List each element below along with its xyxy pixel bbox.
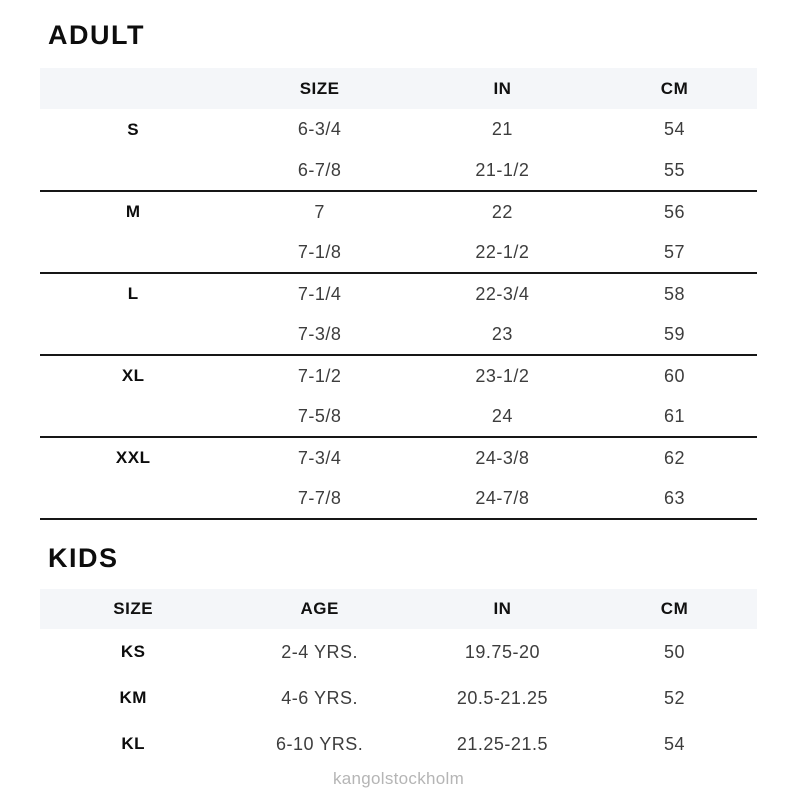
kids-col-in: IN xyxy=(413,589,592,629)
hat-size-cell: 7 xyxy=(314,201,325,222)
site-watermark: kangolstockholm xyxy=(332,769,465,789)
hat-size-cell: 7-3/4 xyxy=(297,447,342,468)
table-row xyxy=(40,675,757,721)
cm-cell: 54 xyxy=(664,119,686,140)
kids-size-table xyxy=(40,589,757,767)
inches-cell: 24-7/8 xyxy=(413,478,592,519)
inches-cell: 21 xyxy=(491,119,513,140)
adult-col-in: IN xyxy=(413,68,592,109)
table-row xyxy=(40,355,757,396)
size-label-cell xyxy=(40,232,226,273)
inches-cell: 21-1/2 xyxy=(413,150,592,191)
cm-cell: 62 xyxy=(664,447,686,468)
cm-cell: 61 xyxy=(592,396,757,437)
inches-cell: 20.5-21.25 xyxy=(456,687,548,708)
inches-cell: 21.25-21.5 xyxy=(456,733,548,754)
table-row xyxy=(40,437,757,478)
hat-size-cell: 7-5/8 xyxy=(226,396,412,437)
cm-cell: 63 xyxy=(592,478,757,519)
kids-col-age: AGE xyxy=(226,589,412,629)
inches-cell: 19.75-20 xyxy=(464,641,540,662)
cm-cell: 60 xyxy=(664,365,686,386)
inches-cell: 22 xyxy=(491,201,513,222)
size-label-cell: L xyxy=(127,284,139,304)
size-label-cell: XL xyxy=(121,366,145,386)
hat-size-cell: 7-3/8 xyxy=(226,314,412,355)
table-row xyxy=(40,629,757,675)
cm-cell: 57 xyxy=(592,232,757,273)
kids-col-size: SIZE xyxy=(40,589,226,629)
adult-section-title: ADULT xyxy=(48,20,145,50)
size-label-cell: KL xyxy=(121,734,146,754)
kids-section-title: KIDS xyxy=(48,543,119,574)
kids-header-row xyxy=(40,589,757,629)
adult-header-row xyxy=(40,68,757,109)
table-row xyxy=(40,273,757,314)
adult-col-blank xyxy=(40,68,226,109)
adult-col-size: SIZE xyxy=(226,68,412,109)
table-row xyxy=(40,396,757,437)
table-row xyxy=(40,109,757,150)
table-row xyxy=(40,721,757,767)
table-row xyxy=(40,314,757,355)
age-cell: 2-4 YRS. xyxy=(281,641,358,662)
size-label-cell: XXL xyxy=(115,448,151,468)
inches-cell: 24-3/8 xyxy=(475,447,530,468)
hat-size-cell: 6-3/4 xyxy=(297,119,342,140)
cm-cell: 54 xyxy=(664,733,686,754)
hat-size-cell: 7-1/4 xyxy=(297,283,342,304)
table-row xyxy=(40,191,757,232)
kids-col-cm: CM xyxy=(592,589,757,629)
adult-size-table xyxy=(40,68,757,520)
inches-cell: 23-1/2 xyxy=(475,365,530,386)
age-cell: 6-10 YRS. xyxy=(276,733,364,754)
size-label-cell: KM xyxy=(119,688,147,708)
size-label-cell xyxy=(40,150,226,191)
table-row xyxy=(40,150,757,191)
cm-cell: 52 xyxy=(664,687,686,708)
cm-cell: 59 xyxy=(592,314,757,355)
table-row xyxy=(40,478,757,519)
cm-cell: 55 xyxy=(592,150,757,191)
size-label-cell xyxy=(40,396,226,437)
inches-cell: 22-1/2 xyxy=(413,232,592,273)
inches-cell: 24 xyxy=(413,396,592,437)
size-label-cell xyxy=(40,478,226,519)
size-label-cell: M xyxy=(125,202,141,222)
cm-cell: 58 xyxy=(664,283,686,304)
adult-col-cm: CM xyxy=(592,68,757,109)
hat-size-cell: 7-7/8 xyxy=(226,478,412,519)
inches-cell: 22-3/4 xyxy=(475,283,530,304)
cm-cell: 50 xyxy=(664,641,686,662)
table-row xyxy=(40,232,757,273)
size-label-cell: S xyxy=(127,119,140,139)
inches-cell: 23 xyxy=(413,314,592,355)
cm-cell: 56 xyxy=(664,201,686,222)
hat-size-cell: 7-1/8 xyxy=(226,232,412,273)
hat-size-cell: 7-1/2 xyxy=(297,365,342,386)
size-label-cell xyxy=(40,314,226,355)
hat-size-cell: 6-7/8 xyxy=(226,150,412,191)
age-cell: 4-6 YRS. xyxy=(281,687,358,708)
size-label-cell: KS xyxy=(120,642,146,662)
